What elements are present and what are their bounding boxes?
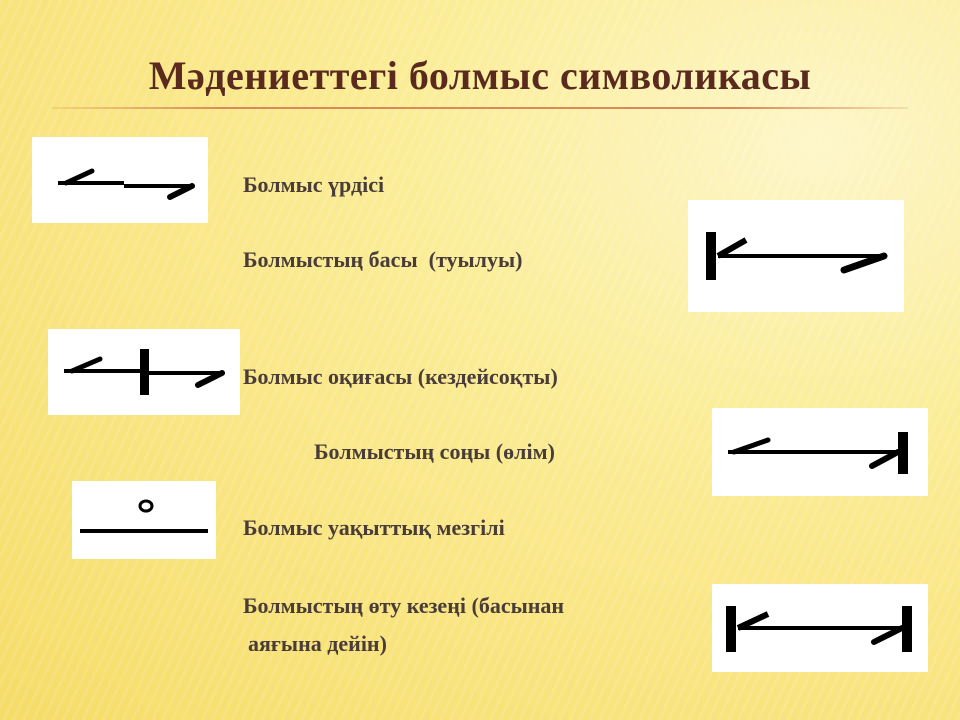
- birth-symbol-icon: [688, 200, 904, 312]
- label-lifespan-line2: аяғына дейін): [248, 631, 387, 656]
- death-symbol-icon: [712, 408, 928, 496]
- label-process: Болмыс үрдісі: [243, 172, 385, 197]
- label-death: Болмыстың соңы (өлім): [314, 439, 555, 464]
- title-underline: [52, 107, 908, 109]
- label-lifespan-line1: Болмыстың өту кезеңі (басынан: [243, 593, 565, 618]
- lifespan-symbol-icon: [712, 584, 928, 672]
- time-period-symbol-icon: [72, 481, 216, 559]
- label-event: Болмыс оқиғасы (кездейсоқты): [243, 364, 558, 389]
- process-symbol-icon: [32, 137, 208, 223]
- label-birth: Болмыстың басы (туылуы): [243, 247, 523, 272]
- label-time-period: Болмыс уақыттық мезгілі: [243, 515, 505, 540]
- event-symbol-icon: [48, 329, 240, 415]
- slide-title: Мәдениеттегі болмыс символикасы: [148, 53, 812, 98]
